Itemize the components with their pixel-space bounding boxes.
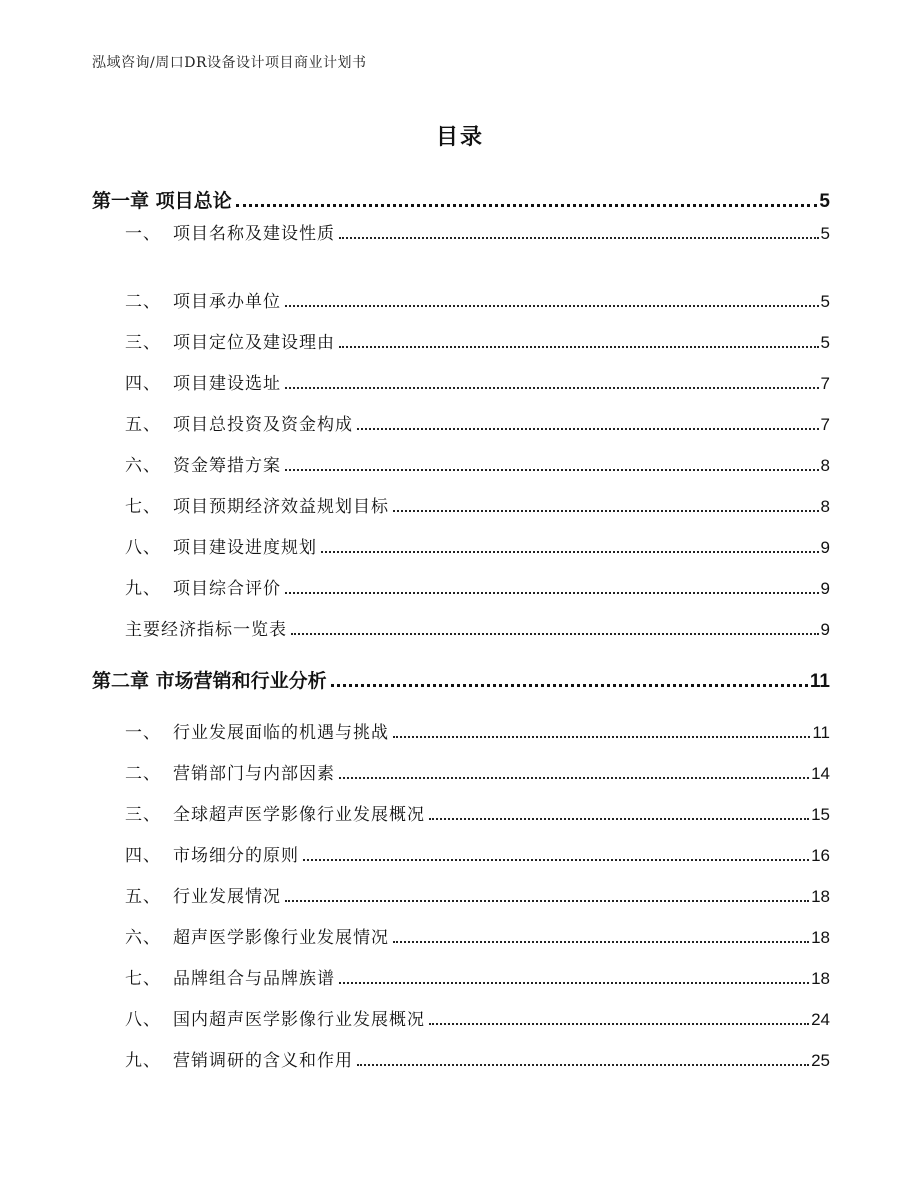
toc-label: 五、 行业发展情况: [125, 887, 281, 907]
toc-label: 主要经济指标一览表: [125, 620, 287, 640]
dot-leader: [429, 818, 809, 820]
dot-leader: [236, 204, 818, 207]
toc-section[interactable]: [92, 615, 830, 640]
toc-section[interactable]: [92, 759, 830, 784]
toc-label: 七、 项目预期经济效益规划目标: [125, 497, 389, 517]
toc-section[interactable]: [92, 1046, 830, 1071]
toc-label: 四、 市场细分的原则: [125, 846, 299, 866]
dot-leader: [303, 859, 809, 861]
dot-leader: [285, 387, 819, 389]
toc-page-number: 11: [812, 723, 830, 742]
toc-page-number: 8: [820, 497, 830, 516]
dot-leader: [339, 237, 819, 239]
toc-page-number: 5: [820, 333, 830, 352]
toc-label: 五、 项目总投资及资金构成: [125, 415, 353, 435]
dot-leader: [339, 777, 809, 779]
toc-label: 四、 项目建设选址: [125, 374, 281, 394]
dot-leader: [291, 633, 819, 635]
toc-page-number: 5: [819, 191, 830, 212]
toc-page-number: 9: [820, 579, 830, 598]
toc-section[interactable]: [92, 841, 830, 866]
toc-label: 八、 项目建设进度规划: [125, 538, 317, 558]
toc-section[interactable]: [92, 410, 830, 435]
toc-section[interactable]: [92, 219, 830, 244]
dot-leader: [331, 684, 808, 687]
toc-page-number: 7: [820, 374, 830, 393]
toc-label: 第一章 项目总论: [92, 190, 232, 212]
toc-page-number: 9: [820, 620, 830, 639]
toc-page-number: 5: [820, 292, 830, 311]
dot-leader: [285, 592, 819, 594]
toc-label: 一、 项目名称及建设性质: [125, 224, 335, 244]
toc-label: 二、 营销部门与内部因素: [125, 764, 335, 784]
toc-label: 二、 项目承办单位: [125, 292, 281, 312]
toc-section[interactable]: [92, 1005, 830, 1030]
toc-label: 八、 国内超声医学影像行业发展概况: [125, 1010, 425, 1030]
dot-leader: [321, 551, 819, 553]
toc-section[interactable]: [92, 492, 830, 517]
toc-page-number: 16: [811, 846, 830, 865]
dot-leader: [285, 305, 819, 307]
toc-label: 一、 行业发展面临的机遇与挑战: [125, 723, 389, 743]
toc-page-number: 11: [809, 671, 830, 692]
toc-page-number: 24: [811, 1010, 830, 1029]
toc-page-number: 5: [820, 224, 830, 243]
dot-leader: [393, 941, 809, 943]
toc-label: 七、 品牌组合与品牌族谱: [125, 969, 335, 989]
toc-section[interactable]: [92, 574, 830, 599]
dot-leader: [357, 428, 819, 430]
toc-label: 六、 资金筹措方案: [125, 456, 281, 476]
toc-label: 三、 全球超声医学影像行业发展概况: [125, 805, 425, 825]
toc-page-number: 7: [820, 415, 830, 434]
toc-page-number: 14: [811, 764, 830, 783]
toc-section[interactable]: [92, 287, 830, 312]
toc-page-number: 18: [811, 969, 830, 988]
toc-section[interactable]: [92, 451, 830, 476]
dot-leader: [339, 982, 809, 984]
dot-leader: [393, 510, 819, 512]
toc-label: 六、 超声医学影像行业发展情况: [125, 928, 389, 948]
toc-section[interactable]: [92, 800, 830, 825]
toc-page-number: 25: [811, 1051, 830, 1070]
toc-page-number: 18: [811, 928, 830, 947]
dot-leader: [285, 900, 809, 902]
toc-chapter-1[interactable]: [92, 186, 830, 213]
toc-section[interactable]: [92, 369, 830, 394]
dot-leader: [285, 469, 819, 471]
toc-section[interactable]: [92, 533, 830, 558]
toc-chapter-2[interactable]: [92, 666, 830, 693]
dot-leader: [357, 1064, 809, 1066]
toc-page-number: 9: [820, 538, 830, 557]
toc-section[interactable]: [92, 882, 830, 907]
toc-label: 九、 项目综合评价: [125, 579, 281, 599]
running-header: 泓域咨询/周口DR设备设计项目商业计划书: [92, 55, 367, 71]
toc-label: 第二章 市场营销和行业分析: [92, 670, 327, 692]
page-title: 目录: [435, 125, 484, 150]
dot-leader: [393, 736, 810, 738]
toc-label: 三、 项目定位及建设理由: [125, 333, 335, 353]
toc-page-number: 8: [820, 456, 830, 475]
toc-section[interactable]: [92, 964, 830, 989]
toc-section[interactable]: [92, 718, 830, 743]
dot-leader: [339, 346, 819, 348]
toc-section[interactable]: [92, 923, 830, 948]
toc-page-number: 18: [811, 887, 830, 906]
toc-section[interactable]: [92, 328, 830, 353]
dot-leader: [429, 1023, 809, 1025]
toc-page-number: 15: [811, 805, 830, 824]
toc-label: 九、 营销调研的含义和作用: [125, 1051, 353, 1071]
